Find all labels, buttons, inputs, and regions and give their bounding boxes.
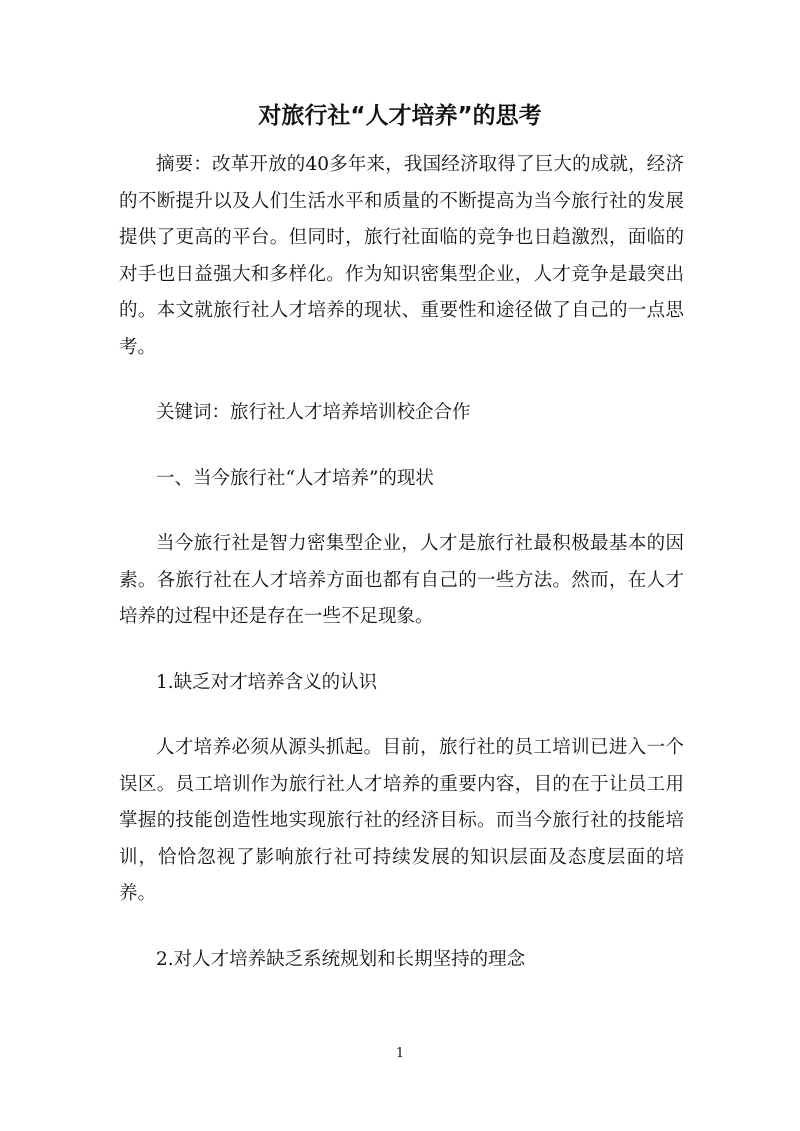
subsection-heading-2: 2.对人才培养缺乏系统规划和长期坚持的理念 [156,948,526,970]
document-body [119,147,684,1007]
document-title: 对旅行社“人才培养”的思考 [258,103,542,129]
keywords-line: 关键词：旅行社人才培养培训校企合作 [156,402,471,423]
page-number: 1 [395,1046,405,1061]
subsection-heading-1: 1.缺乏对才培养含义的认识 [156,671,378,693]
section-heading-1: 一、当今旅行社“人才培养”的现状 [156,467,434,489]
abstract-paragraph: 摘要：改革开放的40多年来，我国经济取得了巨大的成就，经济的不断提升以及人们生活水平和质量的不断提高为当今旅行社的发展提供了更高的平台。但同时，旅行社面临的竞争也日趋激烈，面临的对手也日益强大和多样化。作为知识密集型企业，人才竞争是最突出的。本文就旅行社人才培养的现状、重要性和途径做了自己的一点思考。 [119,154,684,358]
subsection-paragraph-1: 人才培养必须从源头抓起。目前，旅行社的员工培训已进入一个误区。员工培训作为旅行社人才培养的重要内容，目的在于让员工用掌握的技能创造性地实现旅行社的经济目标。而当今旅行社的技能培训，恰恰忽视了影响旅行社可持续发展的知识层面及态度层面的培养。 [119,737,684,904]
section-paragraph-1: 当今旅行社是智力密集型企业，人才是旅行社最积极最基本的因素。各旅行社在人才培养方面也都有自己的一些方法。然而，在人才培养的过程中还是存在一些不足现象。 [119,533,684,627]
